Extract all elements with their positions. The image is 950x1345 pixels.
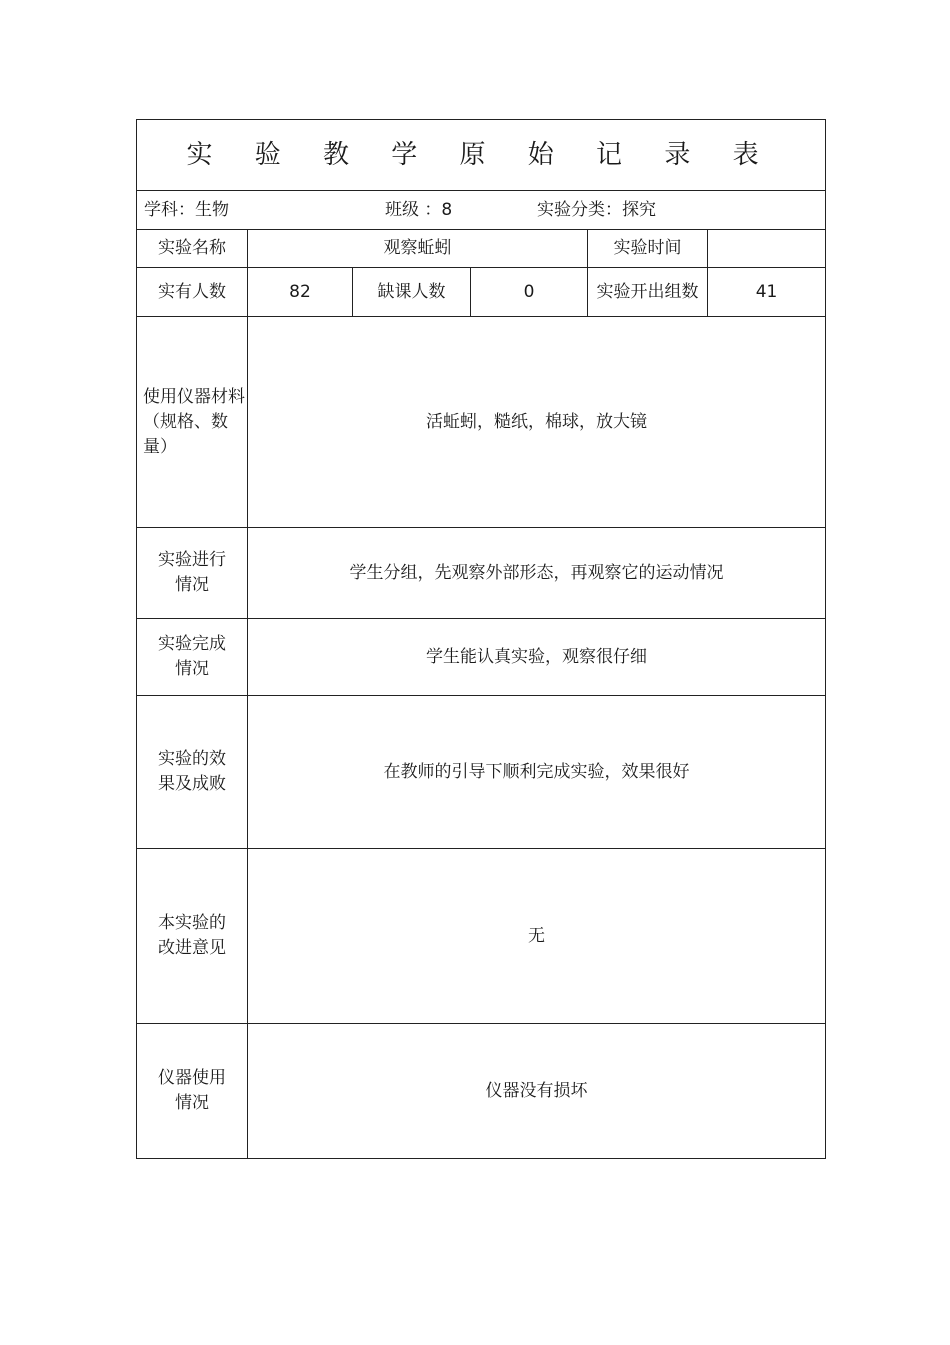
absent-count-label: 缺课人数 [353,268,471,317]
completion-value: 学生能认真实验，观察很仔细 [248,619,826,696]
subject-field: 学科：生物 [144,200,229,220]
improvement-value: 无 [248,849,826,1024]
experiment-time-value [708,230,826,268]
equipment-value: 仪器没有损坏 [248,1024,826,1159]
actual-count-label: 实有人数 [137,268,248,317]
improvement-label: 本实验的改进意见 [137,849,248,1024]
experiment-name-label: 实验名称 [137,230,248,268]
effect-label: 实验的效果及成败 [137,696,248,849]
equipment-label: 仪器使用情况 [137,1024,248,1159]
absent-count-value: 0 [471,268,588,317]
group-count-label: 实验开出组数 [588,268,708,317]
class-field: 班级 ：8 [385,200,453,220]
experiment-record-table [136,119,826,1159]
category-field: 实验分类：探究 [537,200,656,220]
group-count-value: 41 [708,268,826,317]
materials-value: 活蚯蚓，糙纸，棉球，放大镜 [248,317,826,528]
form-title: 实 验 教 学 原 始 记 录 表 [137,120,826,191]
experiment-name-value: 观察蚯蚓 [248,230,588,268]
effect-value: 在教师的引导下顺利完成实验，效果很好 [248,696,826,849]
actual-count-value: 82 [248,268,353,317]
experiment-time-label: 实验时间 [588,230,708,268]
completion-label: 实验完成情况 [137,619,248,696]
progress-value: 学生分组，先观察外部形态，再观察它的运动情况 [248,528,826,619]
info-row [137,191,826,230]
materials-label: 使用仪器材料（规格、数量） [137,317,248,528]
progress-label: 实验进行情况 [137,528,248,619]
